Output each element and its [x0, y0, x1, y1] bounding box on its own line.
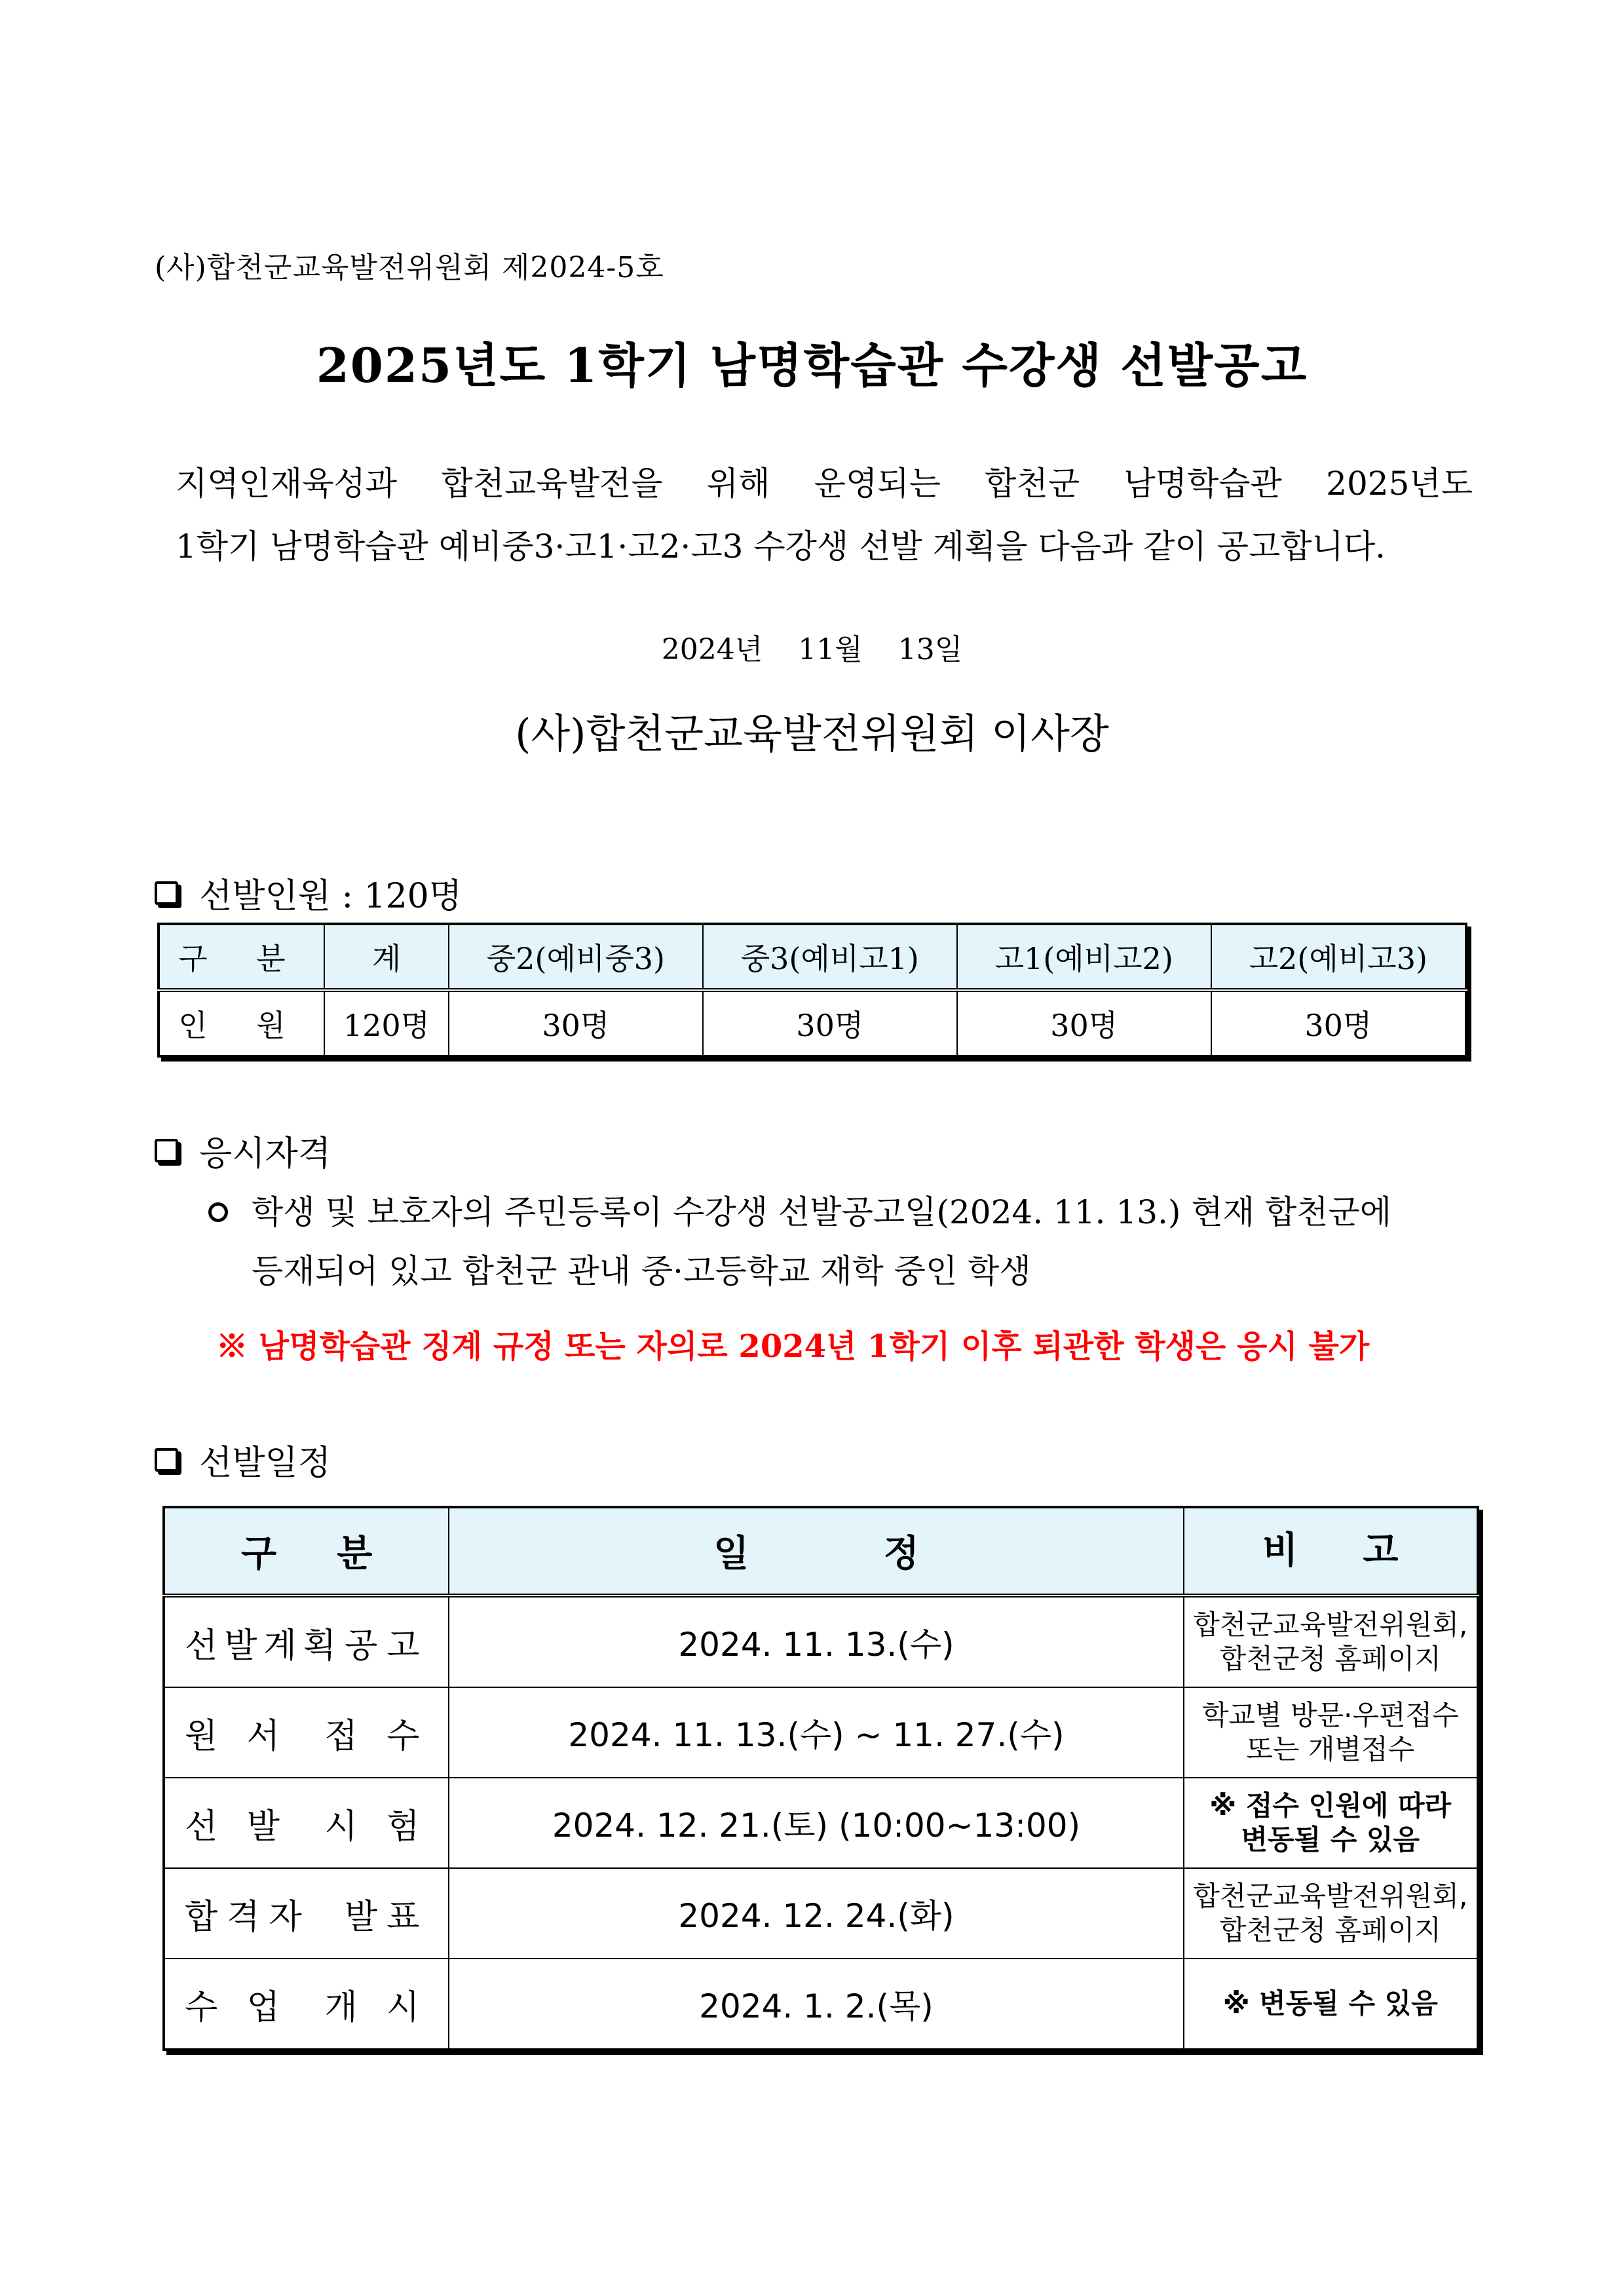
- announcement-date: 2024년 11월 13일: [661, 633, 963, 666]
- table-cell: 합천군교육발전위원회, 합천군청 홈페이지: [1184, 1868, 1478, 1959]
- table-cell: 2024. 12. 21.(토) (10:00~13:00): [449, 1778, 1183, 1868]
- table-cell: 2024. 11. 13.(수): [449, 1596, 1183, 1687]
- table-cell: 원 서 접 수: [164, 1687, 449, 1778]
- eligibility-text-1: 학생 및 보호자의 주민등록이 수강생 선발공고일(2024. 11. 13.) 현재 합천군에: [252, 1193, 1392, 1231]
- table-cell: 2024. 1. 2.(목): [449, 1959, 1183, 2050]
- checkbox-square-icon: [155, 881, 178, 905]
- table-cell: 수 업 개 시: [164, 1959, 449, 2050]
- table-cell: 인 원: [159, 990, 324, 1056]
- table-cell: 30명: [703, 990, 957, 1056]
- eligibility-warning-note: ※ 남명학습관 징계 규정 또는 자의로 2024년 1학기 이후 퇴관한 학생은 응시 불가: [216, 1328, 1370, 1365]
- table-cell: 30명: [1211, 990, 1466, 1056]
- intro-line-1: 지역인재육성과 합천교육발전을 위해 운영되는 합천군 남명학습관 2025년도: [176, 465, 1473, 503]
- table-cell: 선발계획 공고: [164, 1596, 449, 1687]
- table-cell: 30명: [449, 990, 703, 1056]
- section-heading-text: 응시자격: [199, 1134, 331, 1174]
- table-cell: ※ 접수 인원에 따라 변동될 수 있음: [1184, 1778, 1478, 1868]
- table-header-cell: 일 정: [449, 1507, 1183, 1596]
- recruitment-table: [157, 923, 1467, 1058]
- table-cell: 선 발 시 험: [164, 1778, 449, 1868]
- page-title: 2025년도 1학기 남명학습관 수강생 선발공고: [316, 337, 1308, 393]
- document-number: (사)합천군교육발전위원회 제2024-5호: [155, 251, 664, 284]
- section-heading-text: 선발일정: [199, 1444, 331, 1483]
- table-row: [159, 990, 1466, 1056]
- table-cell: 30명: [957, 990, 1211, 1056]
- section-recruitment-heading: [155, 868, 462, 917]
- table-cell: 학교별 방문·우편접수 또는 개별접수: [1184, 1687, 1478, 1778]
- checkbox-square-icon: [155, 1139, 178, 1162]
- circle-bullet-icon: [208, 1202, 228, 1222]
- table-cell: 중2(예비중3): [449, 924, 703, 990]
- table-row: [164, 1959, 1478, 2050]
- table-header-cell: 구 분: [164, 1507, 449, 1596]
- table-cell: 2024. 11. 13.(수) ~ 11. 27.(수): [449, 1687, 1183, 1778]
- eligibility-bullet: [208, 1186, 1391, 1233]
- intro-line-2: 1학기 남명학습관 예비중3·고1·고2·고3 수강생 선발 계획을 다음과 같이 공고합니다.: [176, 527, 1386, 565]
- table-cell: 구 분: [159, 924, 324, 990]
- table-cell: 합천군교육발전위원회, 합천군청 홈페이지: [1184, 1596, 1478, 1687]
- table-cell: 중3(예비고1): [703, 924, 957, 990]
- table-cell: ※ 변동될 수 있음: [1184, 1959, 1478, 2050]
- table-row: [164, 1778, 1478, 1868]
- eligibility-text-2: 등재되어 있고 합천군 관내 중·고등학교 재학 중인 학생: [252, 1252, 1031, 1290]
- table-header-cell: 비 고: [1184, 1507, 1478, 1596]
- table-header-row: [159, 924, 1466, 990]
- table-cell: 합격자 발표: [164, 1868, 449, 1959]
- table-cell: 고1(예비고2): [957, 924, 1211, 990]
- table-cell: 120명: [324, 990, 449, 1056]
- section-heading-text: 선발인원 : 120명: [199, 877, 462, 916]
- table-cell: 고2(예비고3): [1211, 924, 1466, 990]
- table-row: [164, 1687, 1478, 1778]
- table-cell: 계: [324, 924, 449, 990]
- table-row: [164, 1868, 1478, 1959]
- organization-signature: (사)합천군교육발전위원회 이사장: [515, 710, 1109, 757]
- section-eligibility-heading: [155, 1126, 331, 1175]
- table-row: [164, 1596, 1478, 1687]
- table-cell: 2024. 12. 24.(화): [449, 1868, 1183, 1959]
- table-header-row: [164, 1507, 1478, 1596]
- schedule-table: [162, 1506, 1479, 2051]
- section-schedule-heading: [155, 1435, 331, 1484]
- checkbox-square-icon: [155, 1448, 178, 1472]
